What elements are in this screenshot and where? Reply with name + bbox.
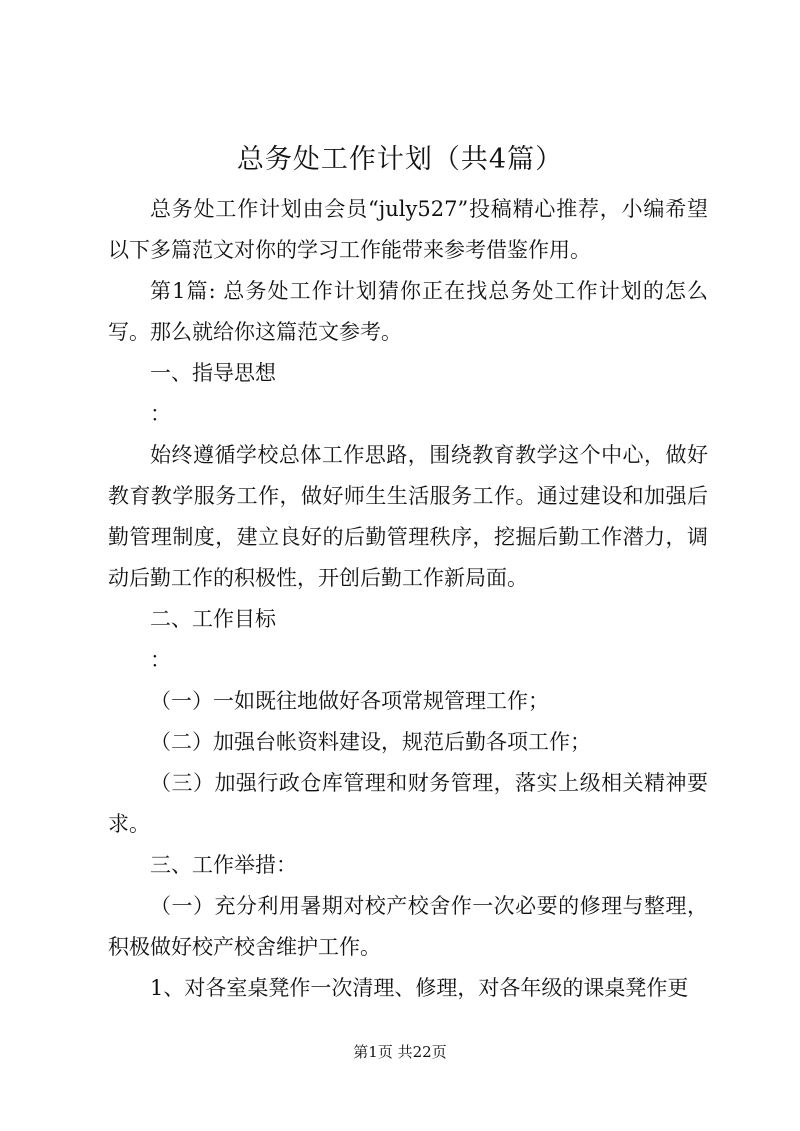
paragraph-intro: 总务处工作计划由会员“july527”投稿精心推荐，小编希望以下多篇范文对你的学习工作能带来参考借鉴作用。: [108, 197, 708, 262]
page-number-footer: 第1页 共22页: [353, 1043, 447, 1061]
paragraph-colon: ：: [150, 402, 171, 426]
goal-item-1: （一）一如既往地做好各项常规管理工作；: [150, 689, 549, 713]
paragraph-colon: ：: [150, 648, 171, 672]
paragraph-guiding-thought: 始终遵循学校总体工作思路，围绕教育教学这个中心，做好教育教学服务工作，做好师生生活服务工作。通过建设和加强后勤管理制度，建立良好的后勤管理秩序，挖掘后勤工作潜力，调动后勤工作的积极性，开创后勤工作新局面。: [108, 443, 708, 590]
section-heading-work-goals: 二、工作目标: [150, 607, 276, 631]
measure-item-1: （一）充分利用暑期对校产校舍作一次必要的修理与整理，积极做好校产校舍维护工作。: [108, 894, 708, 959]
paragraph-part-1: 第1篇: 总务处工作计划猜你正在找总务处工作计划的怎么写。那么就给你这篇范文参考。: [108, 279, 708, 344]
goal-item-3: （三）加强行政仓库管理和财务管理，落实上级相关精神要求。: [108, 771, 708, 836]
document-title: 总务处工作计划（共4篇）: [236, 144, 564, 175]
section-heading-guiding-thought: 一、指导思想: [150, 361, 276, 385]
measure-subitem-1: 1、对各室桌凳作一次清理、修理，对各年级的课桌凳作更: [150, 976, 689, 1000]
section-heading-work-measures: 三、工作举措：: [150, 853, 297, 877]
goal-item-2: （二）加强台帐资料建设，规范后勤各项工作；: [150, 730, 591, 754]
document-body: [108, 189, 708, 1009]
